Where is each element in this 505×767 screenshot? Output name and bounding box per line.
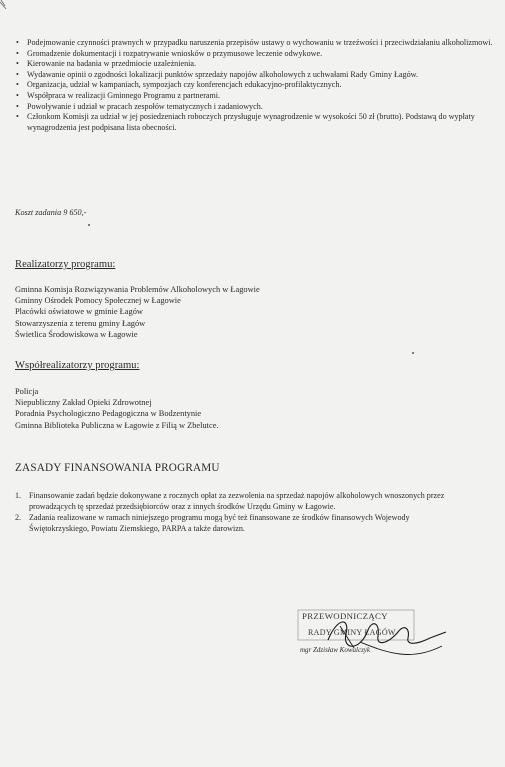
realizatorzy-list <box>15 284 260 340</box>
bullet-item: • Wydawanie opinii o zgodności lokalizacji punktów sprzedaży napojów alkoholowych z uchwałami Rady Gminy Łagów. <box>14 70 494 81</box>
list-item: Stowarzyszenia z terenu gminy Łagów <box>15 318 146 328</box>
zasady-heading: ZASADY FINANSOWANIA PROGRAMU <box>15 462 220 474</box>
wspolrealizatorzy-heading: Współrealizatorzy programu: <box>15 360 140 371</box>
handwritten-signature <box>320 612 450 662</box>
bullet-item: • Członkom Komisji za udział w jej posiedzeniach roboczych przysługuje wynagrodzenie w wysokości 50 zł (brutto). Podstawą do wypłaty wynagrodzenia jest podpisana lista obecności. <box>14 112 494 133</box>
bullet-item: • Organizacja, udział w kampaniach, sympozjach czy konferencjach edukacyjno-profilaktycznych. <box>14 80 494 91</box>
bullet-item: • Współpraca w realizacji Gminnego Programu z partnerami. <box>14 91 494 102</box>
task-cost: Koszt zadania 9 650,- <box>15 208 87 217</box>
task-bullet-list <box>14 38 494 133</box>
wspolrealizatorzy-list <box>15 386 219 431</box>
bullet-item: • Kierowanie na badania w przedmiocie uzależnienia. <box>14 59 494 70</box>
zasady-numbered-list <box>15 491 455 535</box>
list-item: Poradnia Psychologiczno Pedagogiczna w Bodzentynie <box>15 409 202 419</box>
list-item: Gminna Biblioteka Publiczna w Łagowie z Filią w Zbelutce. <box>15 420 219 430</box>
stamp-signatory: mgr Zdzisław Kowalczyk <box>300 646 371 654</box>
scan-corner-mark <box>0 0 14 14</box>
item-text: Finansowanie zadań będzie dokonywane z rocznych opłat za zezwolenia na sprzedaż napojów alkoholowych wnoszonych przez prowadzących tę sprzedaż przedsiębiorców oraz z innych środków Urzędu Gminy w Łagowie. <box>29 491 445 511</box>
list-item: Placówki oświatowe w gminie Łagów <box>15 307 143 317</box>
scan-speck <box>88 224 90 226</box>
stamp-title: PRZEWODNICZĄCY <box>302 611 388 621</box>
bullet-item: • Gromadzenie dokumentacji i rozpatrywanie wniosków o przymusowe leczenie odwykowe. <box>14 49 494 60</box>
item-text: Zadania realizowane w ramach niniejszego programu mogą być też finansowane ze środków finansowych Wojewody Świętokrzyskiego, Powiatu Ziemskiego, PARPA a także darowizn. <box>29 513 410 533</box>
list-item: Gminna Komisja Rozwiązywania Problemów Alkoholowych w Łagowie <box>15 285 260 294</box>
realizatorzy-heading: Realizatorzy programu: <box>15 259 116 270</box>
list-item: Gminny Ośrodek Pomocy Społecznej w Łagowie <box>15 296 181 306</box>
stamp-council: RADY GMINY ŁAGÓW <box>308 628 396 637</box>
numbered-item <box>15 491 455 512</box>
item-number: 1. <box>15 491 22 500</box>
list-item: Świetlica Środowiskowa w Łagowie <box>15 329 138 339</box>
numbered-item <box>15 513 455 534</box>
bullet-item: • Powoływanie i udział w pracach zespołów tematycznych i zadaniowych. <box>14 102 494 113</box>
item-number: 2. <box>15 513 22 523</box>
list-item: Policja <box>15 387 39 396</box>
scan-speck <box>412 352 414 354</box>
list-item: Niepubliczny Zakład Opieki Zdrowotnej <box>15 398 152 408</box>
bullet-item: • Podejmowanie czynności prawnych w przypadku naruszenia przepisów ustawy o wychowaniu w trzeźwości i przeciwdziałaniu alkoholizmowi. <box>14 38 494 49</box>
